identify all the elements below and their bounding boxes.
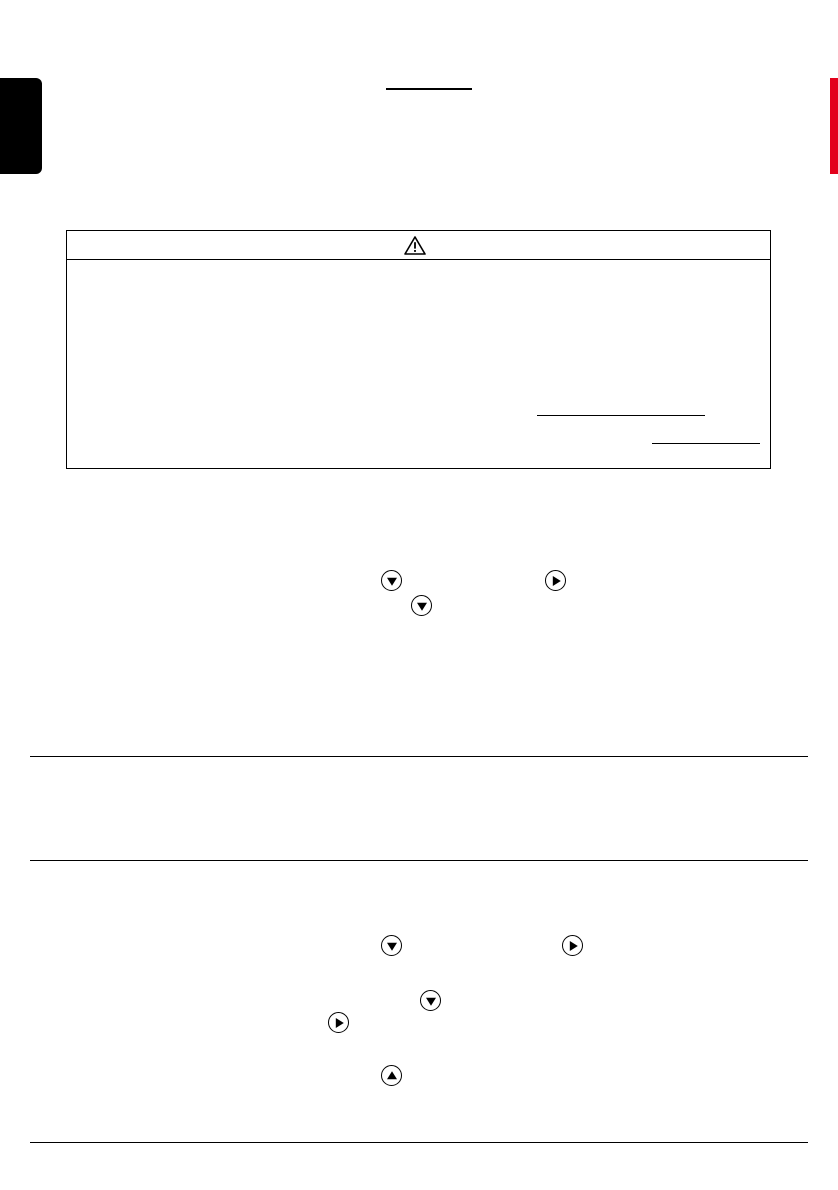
chapter-color-bar-right [830, 78, 838, 174]
right-arrow-button-icon[interactable] [545, 570, 566, 591]
right-arrow-button-icon[interactable] [328, 1012, 349, 1033]
header-underline [386, 88, 472, 90]
down-arrow-button-icon[interactable] [420, 990, 441, 1011]
down-arrow-button-icon[interactable] [411, 595, 432, 616]
caution-header [67, 231, 770, 260]
section-divider [30, 756, 808, 757]
caution-note-underline-1 [537, 415, 705, 416]
down-arrow-button-icon[interactable] [381, 935, 402, 956]
caution-note-underline-2 [652, 443, 760, 444]
warning-triangle-icon [404, 236, 426, 255]
right-arrow-button-icon[interactable] [562, 935, 583, 956]
section-divider [30, 860, 808, 861]
caution-body [67, 260, 770, 468]
down-arrow-button-icon[interactable] [381, 570, 402, 591]
chapter-tab-left [0, 78, 42, 174]
footer-divider [30, 1142, 808, 1143]
caution-box [66, 230, 771, 469]
up-arrow-button-icon[interactable] [381, 1065, 402, 1086]
